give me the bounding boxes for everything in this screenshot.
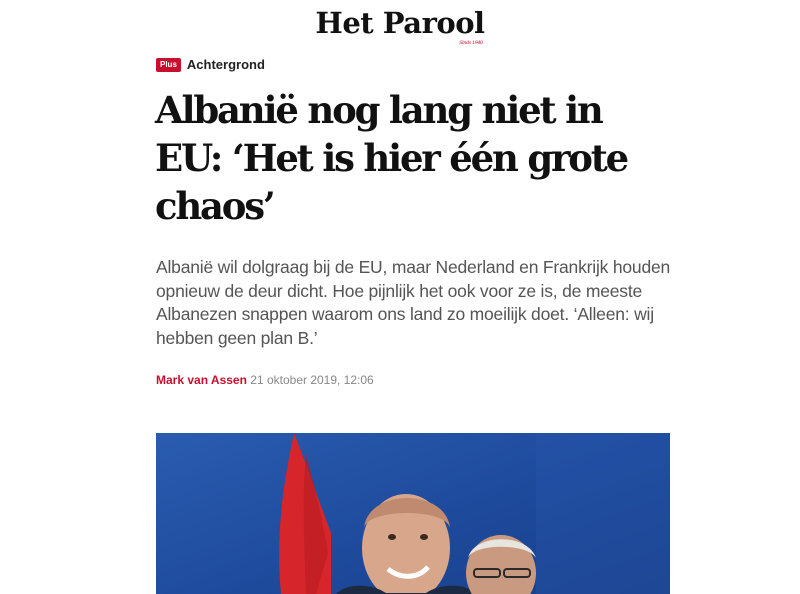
masthead <box>0 6 800 46</box>
logo-text: Het Parool <box>315 6 485 40</box>
article-photo[interactable] <box>156 433 670 594</box>
plus-badge: Plus <box>156 58 181 72</box>
byline <box>156 373 374 387</box>
logo-tagline: Sinds 1940 <box>459 40 483 46</box>
article-lead: Albanië wil dolgraag bij de EU, maar Nederland en Frankrijk houden opnieuw de deur dicht. Hoe pijnlijk het ook voor ze is, de meeste Albanezen snappen waarom ons land zo moeilijk doet. ‘Alleen: wij hebben geen plan B.’ <box>156 257 671 348</box>
photo-illustration <box>156 433 670 594</box>
author-link[interactable]: Mark van Assen <box>156 373 247 387</box>
article-labels <box>156 57 265 72</box>
article-headline: Albanië nog lang niet in EU: ‘Het is hier één grote chaos’ <box>155 88 628 228</box>
site-logo[interactable] <box>315 6 485 46</box>
section-link[interactable]: Achtergrond <box>186 57 265 72</box>
publish-date: 21 oktober 2019, 12:06 <box>250 373 374 387</box>
